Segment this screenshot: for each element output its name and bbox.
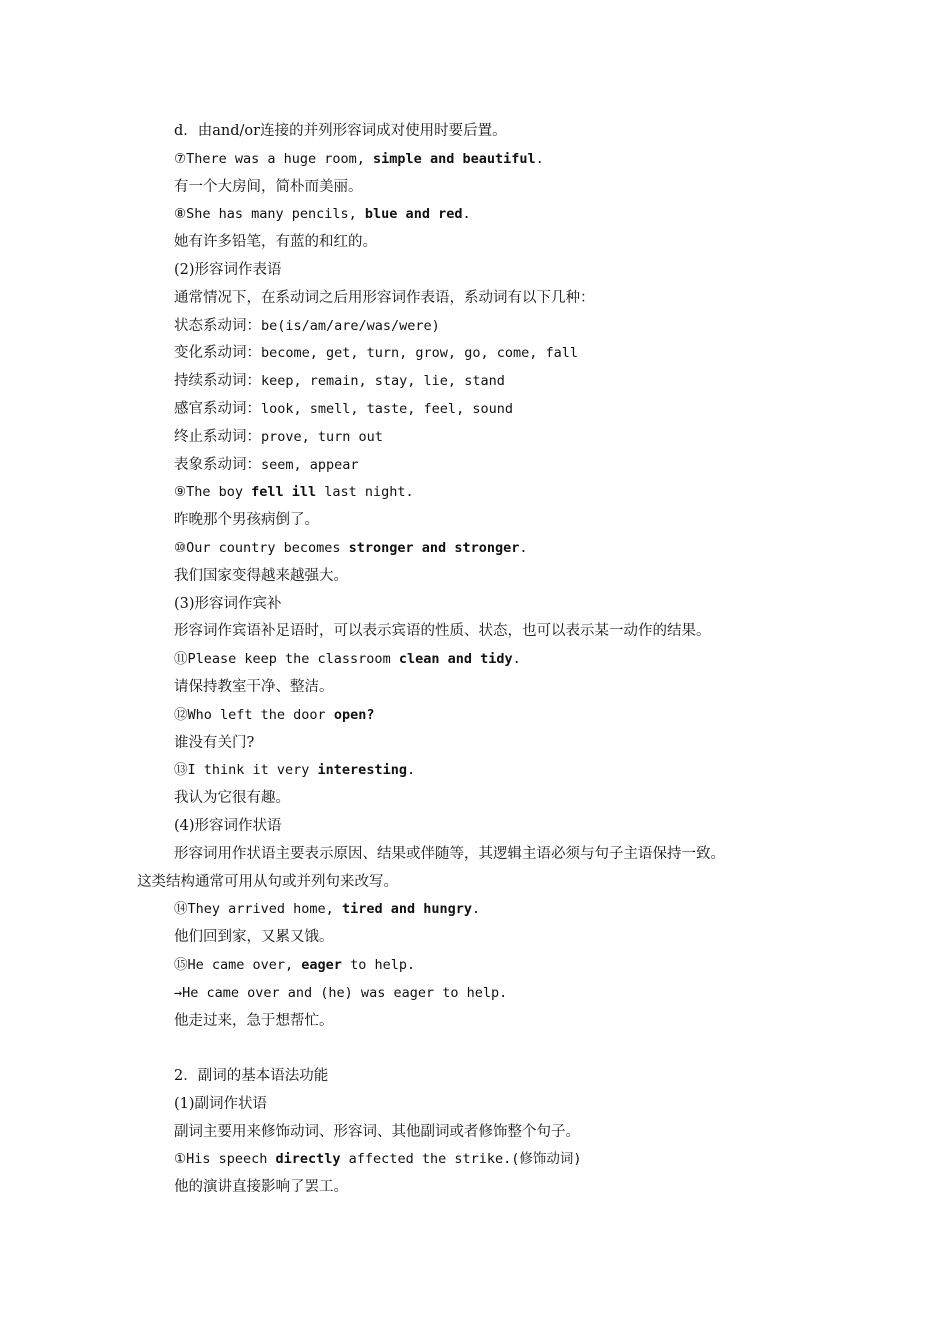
translation [0,1008,950,1036]
section-title: (2)形容词作表语 [174,261,282,278]
highlighted-phrase: eager [301,956,342,973]
example-sentence [0,646,950,674]
category-verbs: keep, remain, stay, lie, stand [261,373,505,390]
highlighted-phrase: clean and tidy [398,651,513,668]
highlighted-phrase: tired and hungry [341,901,472,918]
sentence-start: ⑮He came over, [174,956,302,973]
highlighted-phrase: open? [333,706,375,723]
section-heading [0,813,950,841]
translation-text: 谁没有关门? [174,734,255,751]
paragraph-text: 形容词用作状语主要表示原因、结果或伴随等，其逻辑主语必须与句子主语保持一致。 [174,845,725,862]
translation-text: 昨晚那个男孩病倒了。 [174,512,319,529]
category-label: 状态系动词： [174,317,261,334]
paragraph-text: 通常情况下，在系动词之后用形容词作表语，系动词有以下几种： [174,289,595,306]
translation [0,924,950,952]
category-label: 持续系动词： [174,373,261,390]
paragraph [0,841,950,869]
section-title: (3)形容词作宾补 [174,595,282,612]
verb-category [0,340,950,368]
section-heading [0,1091,950,1119]
sentence-end: to help. [341,956,416,973]
example-sentence [0,702,950,730]
sentence-start: ⑭They arrived home, [174,901,342,918]
blank-line [0,1035,950,1063]
example-sentence [0,535,950,563]
translation [0,785,950,813]
translation [0,507,950,535]
sentence-start: ①His speech [174,1151,276,1168]
sentence-end: affected the strike.(修饰动词) [340,1151,582,1168]
verb-category [0,424,950,452]
paragraph-text: 形容词作宾语补足语时，可以表示宾语的性质、状态，也可以表示某一动作的结果。 [174,623,711,640]
verb-category [0,368,950,396]
category-verbs: prove, turn out [261,428,383,445]
highlighted-phrase: simple and beautiful [373,150,536,167]
highlighted-phrase: directly [275,1151,341,1168]
paragraph-text: 这类结构通常可用从句或并列句来改写。 [137,873,398,890]
category-label: 感官系动词： [174,400,261,417]
verb-category [0,396,950,424]
paragraph-continuation [0,869,950,897]
highlighted-phrase: blue and red [364,206,463,223]
highlighted-phrase: fell ill [251,484,317,501]
sentence-end: last night. [316,484,414,501]
translation [0,674,950,702]
rewrite-text: →He came over and (he) was eager to help. [174,984,508,1001]
example-sentence [0,146,950,174]
translation-text: 他的演讲直接影响了罢工。 [174,1179,348,1196]
rule-heading [0,118,950,146]
category-label: 变化系动词： [174,345,261,362]
sentence-end: . [471,901,481,918]
translation-text: 有一个大房间，简朴而美丽。 [174,178,363,195]
sentence-end: . [406,762,416,779]
example-sentence [0,757,950,785]
sentence-end: . [462,206,471,223]
translation-text: 她有许多铅笔，有蓝的和红的。 [174,234,377,251]
sentence-start: ⑪Please keep the classroom [174,651,399,668]
category-label: 表象系动词： [174,456,261,473]
translation [0,563,950,591]
example-sentence [0,479,950,507]
translation-text: 我们国家变得越来越强大。 [174,567,348,584]
rewritten-sentence [0,980,950,1008]
paragraph [0,618,950,646]
translation-text: 他走过来，急于想帮忙。 [174,1012,334,1029]
sentence-end: . [519,539,528,556]
translation [0,730,950,758]
translation [0,229,950,257]
section-heading [0,591,950,619]
chapter-title: 2．副词的基本语法功能 [174,1068,329,1085]
translation [0,174,950,202]
sentence-start: ⑧She has many pencils, [174,206,365,223]
category-verbs: be(is/am/are/was/were) [261,317,440,334]
category-verbs: become, get, turn, grow, go, come, fall [261,345,578,362]
example-sentence [0,952,950,980]
paragraph [0,285,950,313]
example-sentence [0,1146,950,1174]
highlighted-phrase: interesting [317,762,407,779]
category-label: 终止系动词： [174,428,261,445]
verb-category [0,452,950,480]
chapter-heading [0,1063,950,1091]
paragraph [0,1119,950,1147]
highlighted-phrase: stronger and stronger [348,539,520,556]
translation [0,1174,950,1202]
translation-text: 请保持教室干净、整洁。 [174,678,334,695]
sentence-start: ⑩Our country becomes [174,539,349,556]
sentence-start: ⑫Who left the door [174,706,334,723]
category-verbs: look, smell, taste, feel, sound [261,400,513,417]
section-heading [0,257,950,285]
sentence-end: . [535,150,544,167]
category-verbs: seem, appear [261,456,359,473]
sentence-start: ⑬I think it very [174,762,318,779]
example-sentence [0,896,950,924]
sentence-end: . [512,651,521,668]
section-title: (1)副词作状语 [174,1095,268,1112]
rule-text: d．由and/or连接的并列形容词成对使用时要后置。 [174,123,507,139]
section-title: (4)形容词作状语 [174,817,282,834]
paragraph-text: 副词主要用来修饰动词、形容词、其他副词或者修饰整个句子。 [174,1123,580,1140]
translation-text: 我认为它很有趣。 [174,790,290,807]
sentence-start: ⑦There was a huge room, [174,150,374,167]
document-page [0,118,950,1202]
sentence-start: ⑨The boy [174,484,252,501]
translation-text: 他们回到家，又累又饿。 [174,929,334,946]
example-sentence [0,201,950,229]
verb-category [0,313,950,341]
